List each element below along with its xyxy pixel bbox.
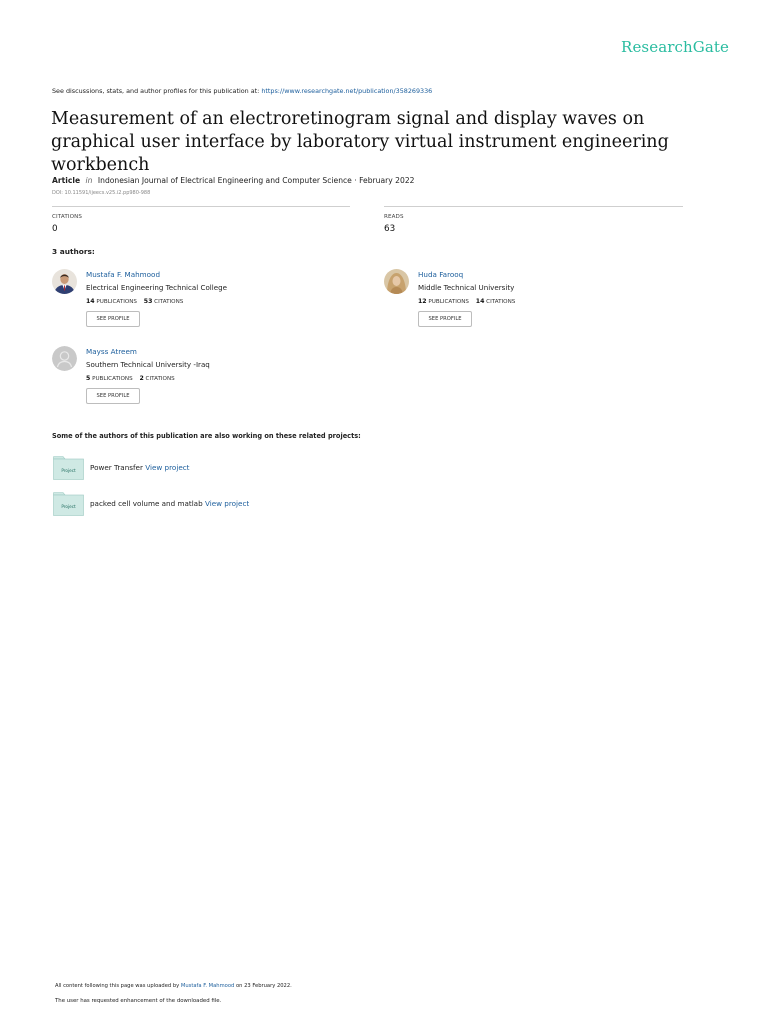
author-stats [418, 298, 520, 305]
author-citations-count: 2 [139, 375, 144, 382]
project-folder-icon[interactable] [53, 456, 84, 480]
project-name: packed cell volume and matlab [90, 499, 203, 508]
author-stats [86, 298, 227, 305]
publication-venue: Indonesian Journal of Electrical Engineering and Computer Science · February 2022 [97, 176, 415, 185]
discussion-prefix: See discussions, stats, and author profiles for this publication at: [52, 87, 260, 95]
view-project-link[interactable]: View project [204, 499, 250, 508]
reads-value: 63 [384, 224, 396, 234]
author-citations-label: CITATIONS [154, 299, 184, 305]
researchgate-logo[interactable]: ResearchGate [621, 38, 729, 56]
author-card [52, 346, 312, 416]
author-name[interactable]: Huda Farooq [418, 270, 464, 279]
view-project-link[interactable]: View project [145, 463, 190, 472]
project-item [52, 456, 352, 482]
project-text [90, 499, 249, 508]
uploader-link[interactable]: Mustafa F. Mahmood [180, 983, 235, 989]
project-name: Power Transfer [90, 463, 143, 472]
publication-in-label: in [85, 176, 93, 185]
reads-stat [384, 206, 683, 234]
default-avatar-icon[interactable] [52, 346, 77, 371]
citations-stat [52, 206, 350, 234]
author-publications-label: PUBLICATIONS [96, 299, 137, 305]
project-folder-label: Project [61, 504, 76, 509]
upload-note [55, 983, 292, 989]
upload-prefix: All content following this page was uploaded by [55, 983, 180, 989]
publication-title: Measurement of an electroretinogram signal and display waves on graphical user interface by laboratory virtual instrument engineering workbench [51, 109, 669, 175]
author-citations-label: CITATIONS [486, 299, 516, 305]
author-name[interactable]: Mayss Atreem [86, 347, 137, 356]
author-card [384, 269, 644, 339]
see-profile-button[interactable]: SEE PROFILE [418, 311, 472, 327]
author-institution: Electrical Engineering Technical College [86, 283, 227, 292]
publication-meta [52, 176, 415, 185]
project-folder-label: Project [61, 468, 76, 473]
author-publications-count: 12 [418, 298, 427, 305]
author-card [52, 269, 312, 339]
authors-heading: 3 authors: [52, 247, 95, 256]
upload-suffix: on 23 February 2022. [235, 983, 292, 989]
author-citations-count: 14 [475, 298, 485, 305]
author-citations-label: CITATIONS [145, 376, 175, 382]
publication-link[interactable]: https://www.researchgate.net/publication/358269336 [261, 87, 433, 95]
author-citations-count: 53 [143, 298, 153, 305]
publication-doi: DOI: 10.11591/ijeecs.v25.i2.pp980-988 [52, 190, 151, 196]
author-publications-count: 14 [86, 298, 95, 305]
author-stats [86, 375, 210, 382]
project-item [52, 492, 352, 518]
author-publications-count: 5 [86, 375, 91, 382]
author-publications-label: PUBLICATIONS [428, 299, 469, 305]
enhancement-note: The user has requested enhancement of the downloaded file. [55, 998, 222, 1004]
citations-label: CITATIONS [52, 214, 83, 220]
author-avatar[interactable] [52, 269, 77, 294]
project-folder-icon[interactable] [53, 492, 84, 516]
author-institution: Middle Technical University [418, 283, 515, 292]
related-projects-heading: Some of the authors of this publication are also working on these related projects: [52, 432, 361, 440]
citations-value: 0 [52, 224, 58, 234]
see-profile-button[interactable]: SEE PROFILE [86, 311, 140, 327]
see-profile-button[interactable]: SEE PROFILE [86, 388, 140, 404]
project-text [90, 463, 190, 472]
author-institution: Southern Technical University -Iraq [86, 360, 210, 369]
reads-label: READS [384, 214, 404, 220]
discussion-line [52, 87, 432, 95]
author-publications-label: PUBLICATIONS [92, 376, 133, 382]
author-avatar[interactable] [384, 269, 409, 294]
publication-type: Article [52, 176, 81, 185]
author-name[interactable]: Mustafa F. Mahmood [86, 270, 161, 279]
